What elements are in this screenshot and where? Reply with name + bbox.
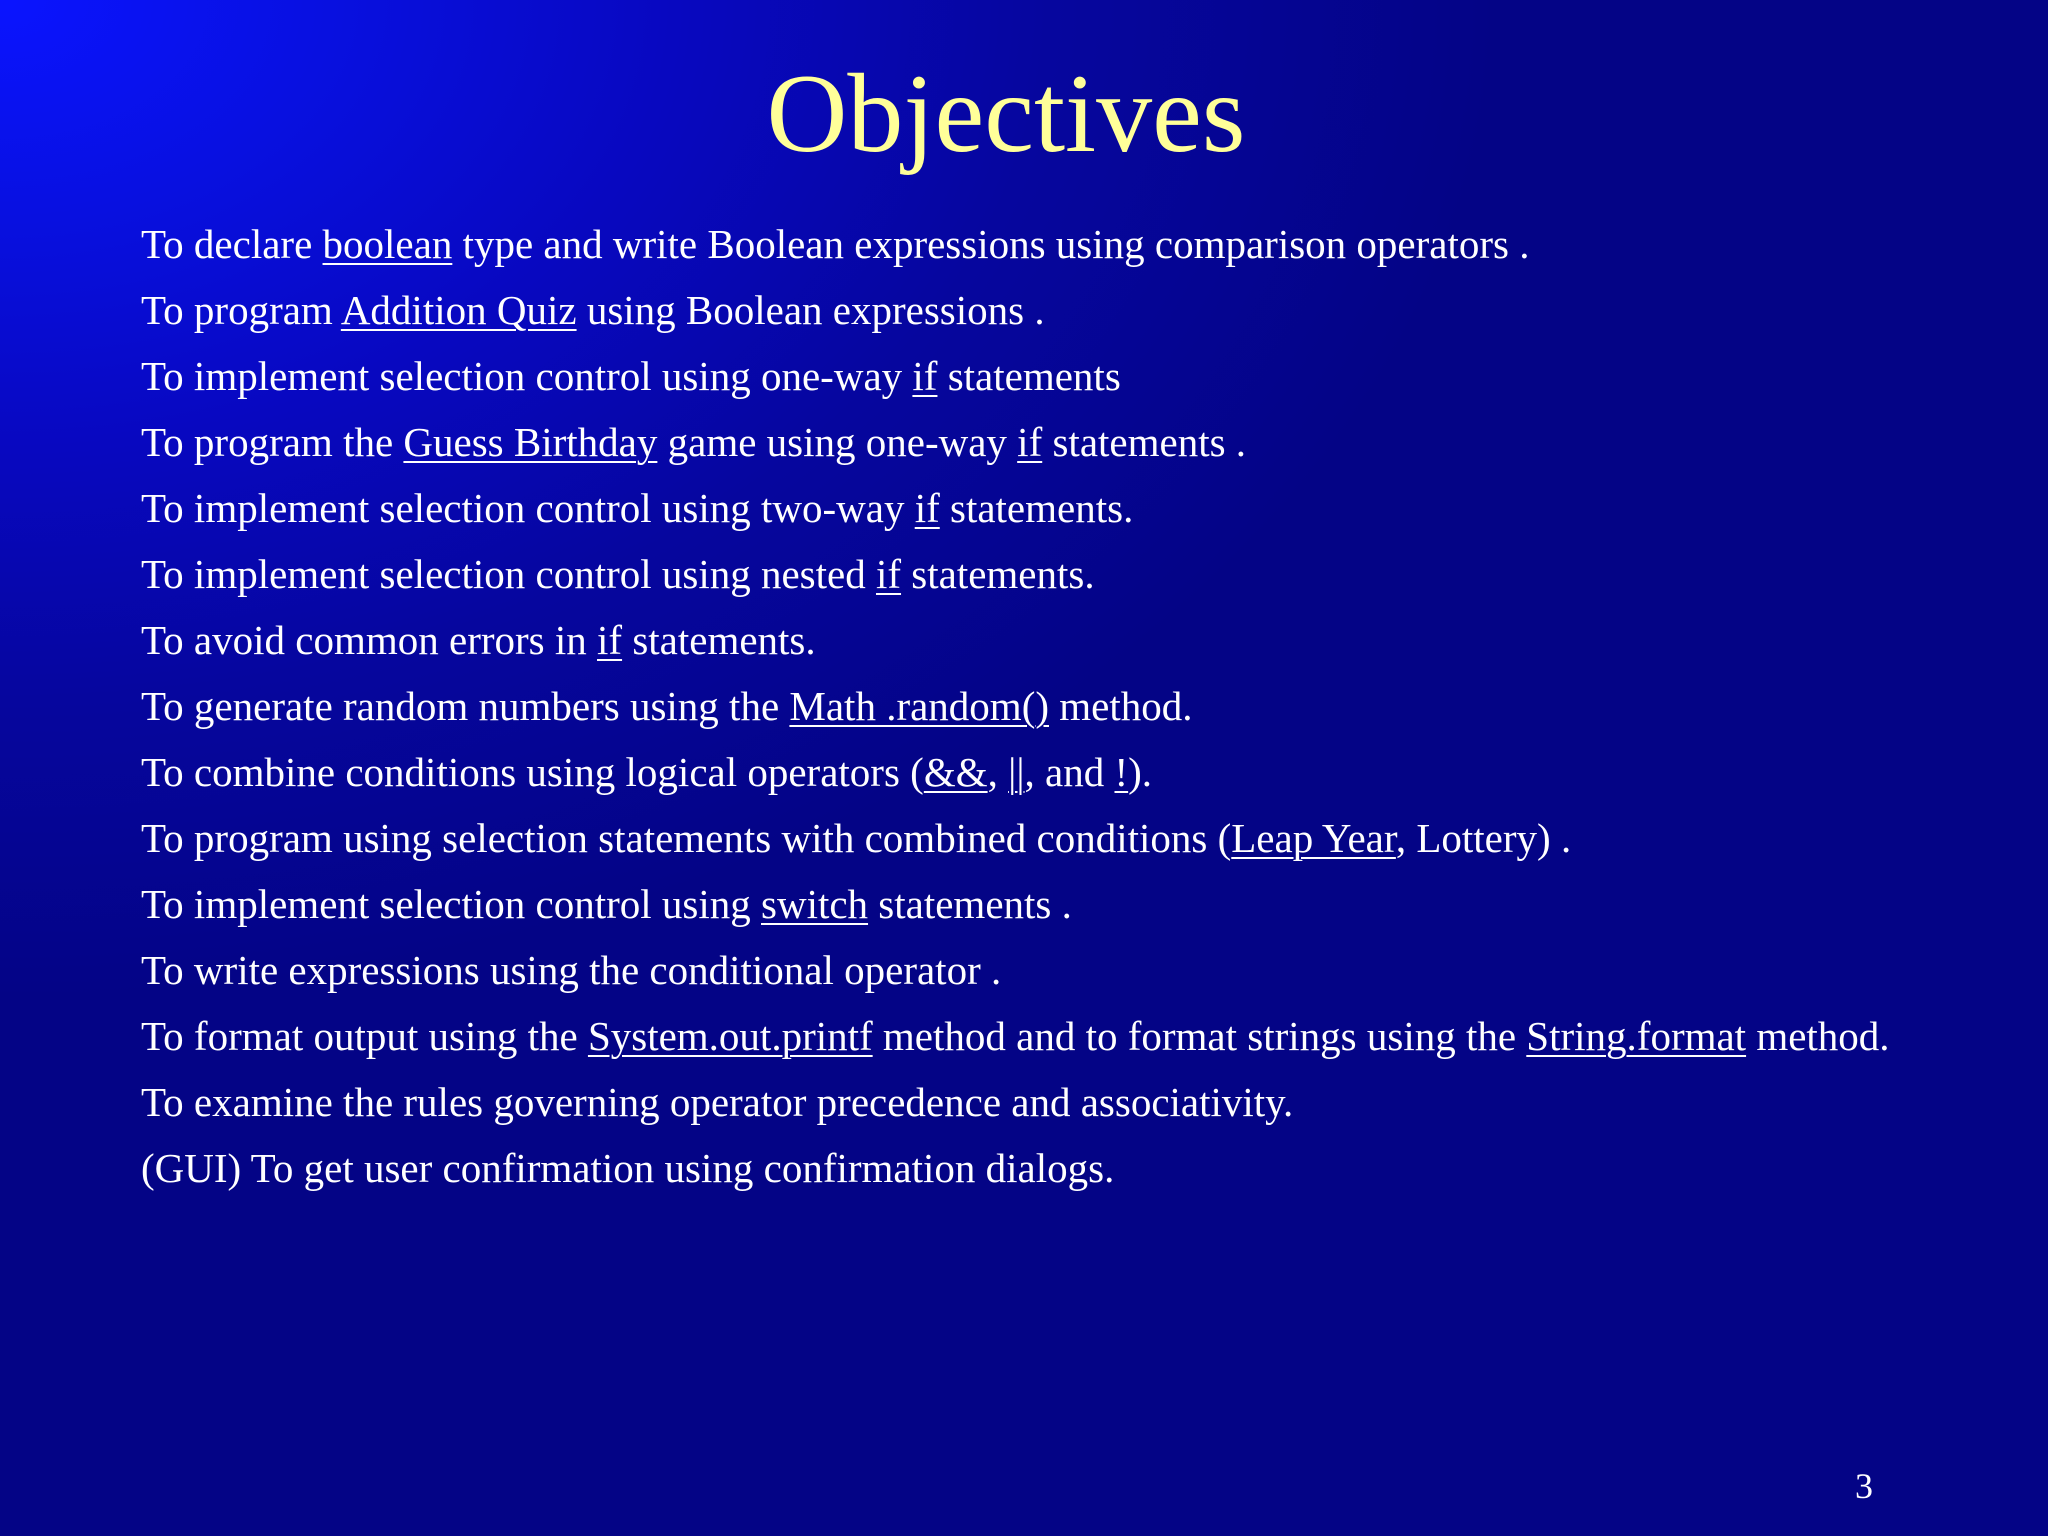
objective-item — [141, 548, 1931, 601]
objective-text: game using one-way — [657, 419, 1018, 465]
objective-link[interactable]: if — [597, 617, 623, 663]
objective-text: To declare — [141, 221, 323, 267]
objective-link[interactable]: System.out.printf — [587, 1013, 873, 1059]
objective-link[interactable]: String.format — [1526, 1013, 1747, 1059]
objective-text: To implement selection control using — [141, 881, 761, 927]
objective-link[interactable]: Math .random() — [789, 683, 1049, 729]
objective-text: (GUI) To get user confirmation using confirmation dialogs. — [141, 1145, 1115, 1191]
objective-text: To format output using the — [141, 1013, 588, 1059]
objective-link[interactable]: if — [914, 485, 940, 531]
objective-text: statements — [937, 353, 1121, 399]
slide-title: Objectives — [766, 52, 1246, 176]
objective-text: To avoid common errors in — [141, 617, 598, 663]
objective-text: To program — [141, 287, 341, 333]
objective-text: statements . — [868, 881, 1072, 927]
objective-item — [141, 1142, 1931, 1195]
objective-link[interactable]: Addition Quiz — [340, 287, 577, 333]
objective-text: , and — [1024, 749, 1115, 795]
objective-link[interactable]: && — [923, 749, 988, 795]
objective-text: ). — [1128, 749, 1153, 795]
objective-text: statements . — [1042, 419, 1247, 465]
objective-text: , — [987, 749, 1009, 795]
objective-item — [141, 284, 1931, 337]
objective-item — [141, 746, 1931, 799]
objective-text: method and to format strings using the — [872, 1013, 1527, 1059]
objective-link[interactable]: boolean — [322, 221, 453, 267]
objective-text: using Boolean expressions . — [576, 287, 1045, 333]
objective-item — [141, 482, 1931, 535]
objective-text: , Lottery) . — [1395, 815, 1572, 861]
objective-text: To implement selection control using two-way — [141, 485, 915, 531]
objective-item — [141, 878, 1931, 931]
objective-text: statements. — [622, 617, 816, 663]
objective-link[interactable]: if — [875, 551, 902, 597]
objective-text: To generate random numbers using the — [141, 683, 790, 729]
objective-item — [141, 680, 1931, 733]
objective-link[interactable]: || — [1008, 749, 1025, 795]
objective-item — [141, 416, 1931, 469]
objective-text: To implement selection control using one-way — [141, 353, 913, 399]
objectives-list — [141, 218, 1931, 1208]
objective-text: To write expressions using the conditional operator . — [141, 947, 1002, 993]
objective-text: To combine conditions using logical operators ( — [141, 749, 924, 795]
objective-link[interactable]: Guess Birthday — [403, 419, 658, 465]
objective-link[interactable]: if — [1017, 419, 1043, 465]
objective-item — [141, 812, 1931, 865]
objective-link[interactable]: switch — [761, 881, 869, 927]
objective-text: method. — [1049, 683, 1193, 729]
objective-item — [141, 350, 1931, 403]
objective-text: type and write Boolean expressions using comparison operators . — [452, 221, 1530, 267]
objective-item — [141, 1010, 1931, 1063]
objective-item — [141, 1076, 1931, 1129]
objective-link[interactable]: Leap Year — [1231, 815, 1396, 861]
page-number: 3 — [1855, 1466, 1873, 1506]
objective-text: statements. — [939, 485, 1134, 531]
objective-item — [141, 614, 1931, 667]
objective-text: To examine the rules governing operator precedence and associativity. — [141, 1079, 1294, 1125]
objective-text: statements. — [901, 551, 1095, 597]
objective-item — [141, 218, 1931, 271]
objective-text: method. — [1746, 1013, 1890, 1059]
objective-item — [141, 944, 1931, 997]
objective-text: To program the — [141, 419, 404, 465]
objective-text: To program using selection statements with combined conditions ( — [141, 815, 1232, 861]
objective-link[interactable]: if — [912, 353, 938, 399]
objective-link[interactable]: ! — [1114, 749, 1129, 795]
objective-text: To implement selection control using nested — [141, 551, 876, 597]
